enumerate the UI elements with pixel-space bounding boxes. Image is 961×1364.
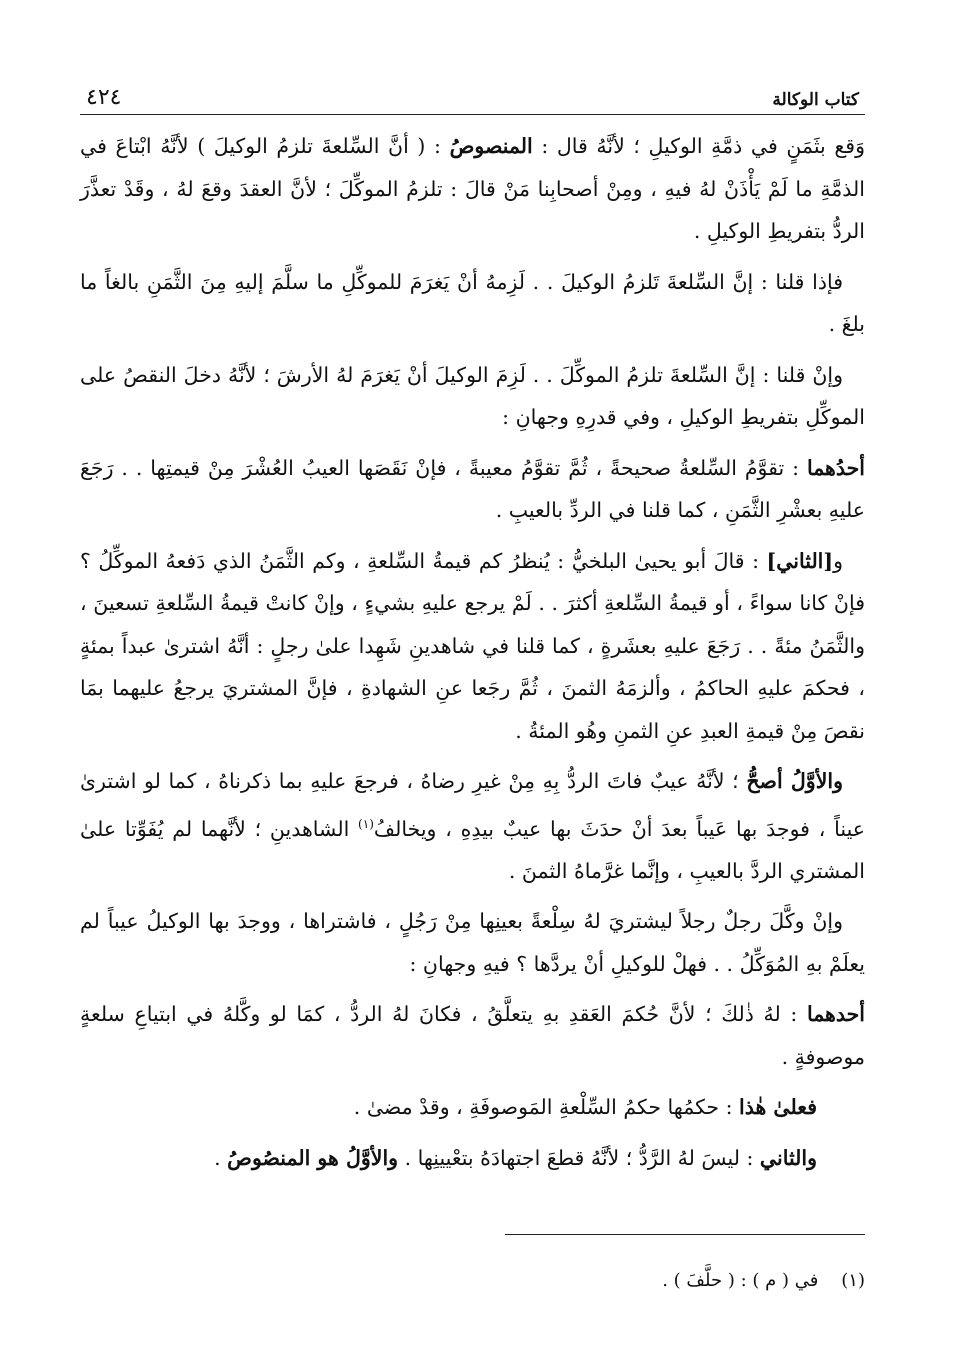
paragraph — [80, 261, 865, 346]
bold-term: [الثاني] — [766, 548, 834, 573]
paragraph — [80, 540, 865, 753]
page-number: ٤٢٤ — [86, 85, 122, 110]
paragraph — [80, 1086, 865, 1129]
text-run: وإنْ قلنا : إنَّ السِّلعةَ تلزمُ الموكِّلَ . . لَزِمَ الوكيلَ أنْ يَغرَمَ لهُ الأرشَ ؛ لأنَّهُ دخلَ النقصُ على الموكِّلِ بتفريطِ الوكيلِ ، وفي قدرِهِ وجهانِ : — [80, 362, 865, 429]
book-page — [80, 78, 865, 1291]
bold-term: المنصوصُ — [449, 134, 533, 158]
footnote — [662, 1270, 865, 1291]
footnote-text: في ( م ) : ( حلَّفَ ) . — [662, 1270, 819, 1291]
text-run: : ليسَ لهُ الرَّدُّ ؛ لأنَّهُ قطعَ اجتهادَهُ بتعْيينِها . — [398, 1145, 760, 1170]
text-run: ؛ لأنَّهُ عيبٌ فاتَ الردُّ بِهِ مِنْ غيرِ رضاهُ ، فرجعَ عليهِ بما ذكرناهُ ، كما لو اشترىٰ عيناً ، فوجدَ بها عَيباً بعدَ أنْ حدَثَ بها عيبٌ بيدِهِ ، ويخالفُ — [80, 769, 865, 841]
paragraph — [80, 760, 865, 892]
bold-term: والأوَّلُ هو المنصُوصُ — [227, 1145, 399, 1170]
page-header — [80, 78, 865, 115]
page-body — [80, 115, 865, 1179]
text-run: : ( أنَّ السِّلعةَ تلزمُ الوكيلَ ) لأنَّهُ ابْتاعَ في الذمَّةِ ما لَمْ يَأْذَنْ لهُ فيهِ ، ومِنْ أصحابِنا مَنْ قالَ : تلزمُ الموكِّلَ ؛ لأنَّ العقدَ وقعَ لهُ ، وقَدْ تعذَّرَ الردُّ بتفريطِ الوكيلِ . — [80, 134, 865, 243]
text-run: . — [214, 1145, 228, 1170]
text-run: فإذا قلنا : إنَّ السِّلعةَ تَلزمُ الوكيلَ . . لَزِمهُ أنْ يَغرَمَ للموكِّلِ ما سلَّمَ إليهِ مِنَ الثَّمَنِ بالغاً ما بلغَ . — [80, 269, 865, 336]
text-run: وَقع بثَمَنٍ في ذمَّةِ الوكيلِ ؛ لأنَّهُ قال : — [532, 134, 865, 158]
bold-term: أحدهما — [806, 1002, 865, 1027]
paragraph — [80, 447, 865, 532]
footnote-divider — [505, 1234, 865, 1235]
bold-term: والثاني — [759, 1145, 817, 1170]
paragraph — [80, 993, 865, 1078]
running-title: كتاب الوكالة — [772, 90, 859, 110]
paragraph — [80, 354, 865, 439]
paragraph — [80, 125, 865, 253]
text-run: : لهُ ذٰلكَ ؛ لأنَّ حُكمَ العَقدِ بهِ يتعلَّقُ ، فكانَ لهُ الردُّ ، كمَا لو وكَّلهُ في ابتياعِ سلعةٍ موصوفةٍ . — [80, 1002, 865, 1069]
bold-term: أحدُهما — [806, 455, 865, 480]
text-run: وإنْ وكَّلَ رجلٌ رجلاً ليشتريَ لهُ سِلْعةً بعينِها مِنْ رَجُلٍ ، فاشتراها ، ووجدَ بها الوكيلُ عيباً لم يعلَمْ بهِ المُوَكِّلُ . . فهلْ للوكيلِ أنْ يردَّها ؟ فيهِ وجهانِ : — [80, 909, 865, 976]
footnote-ref: (١) — [358, 816, 374, 831]
bold-term: فعلىٰ هٰذا — [739, 1095, 817, 1120]
text-run: الشاهدينِ ؛ لأنَّهما لم يُفَوِّتا علىٰ المشتري الردَّ بالعيبِ ، وإنَّما غرَّماهُ الثمنَ . — [80, 816, 865, 883]
footnote-marker: (١) — [841, 1270, 865, 1291]
paragraph — [80, 900, 865, 985]
text-run: : حكمُها حكمُ السِّلْعةِ المَوصوفَةِ ، وقدْ مضىٰ . — [353, 1095, 740, 1120]
text-run: : قالَ أبو يحيىٰ البلخيُّ : يُنظرُ كم قيمةُ السِّلعةِ ، وكم الثَّمَنُ الذي دَفعهُ الموكِّلُ ؟ فإنْ كانا سواءً ، أو قيمةُ السِّلعةِ أكثرَ . . لَمْ يرجع عليهِ بشيءٍ ، وإنْ كانتْ قيمةُ السِّلعةِ تسعينَ ، والثَّمَنُ مئةً . . رَجَعَ عليهِ بعشَرةٍ ، كما قلنا في شاهدينِ شَهِدا علىٰ رجلٍ : أنَّهُ اشترىٰ عبداً بمئةٍ ، فحكمَ عليهِ الحاكمُ ، وألزمَهُ الثمنَ ، ثُمَّ رجَعا عنِ الشهادةِ ، فإنَّ المشتريَ يرجعُ عليهما بمَا نقصَ مِنْ قيمةِ العبدِ عنِ الثمنِ وهُو المئةُ . — [80, 548, 865, 743]
text-run: و — [833, 548, 843, 573]
text-run: : تقوَّمُ السِّلعةُ صحيحةً ، ثُمَّ تقوَّمُ معيبةً ، فإنْ نَقَصَها العيبُ العُشْرَ مِنْ قيمتِها . . رَجَعَ عليهِ بعشْرِ الثَّمَنِ ، كما قلنا في الردِّ بالعيبِ . — [80, 455, 865, 522]
bold-term: والأوَّلُ أصحُّ — [746, 769, 843, 793]
paragraph — [80, 1137, 865, 1180]
